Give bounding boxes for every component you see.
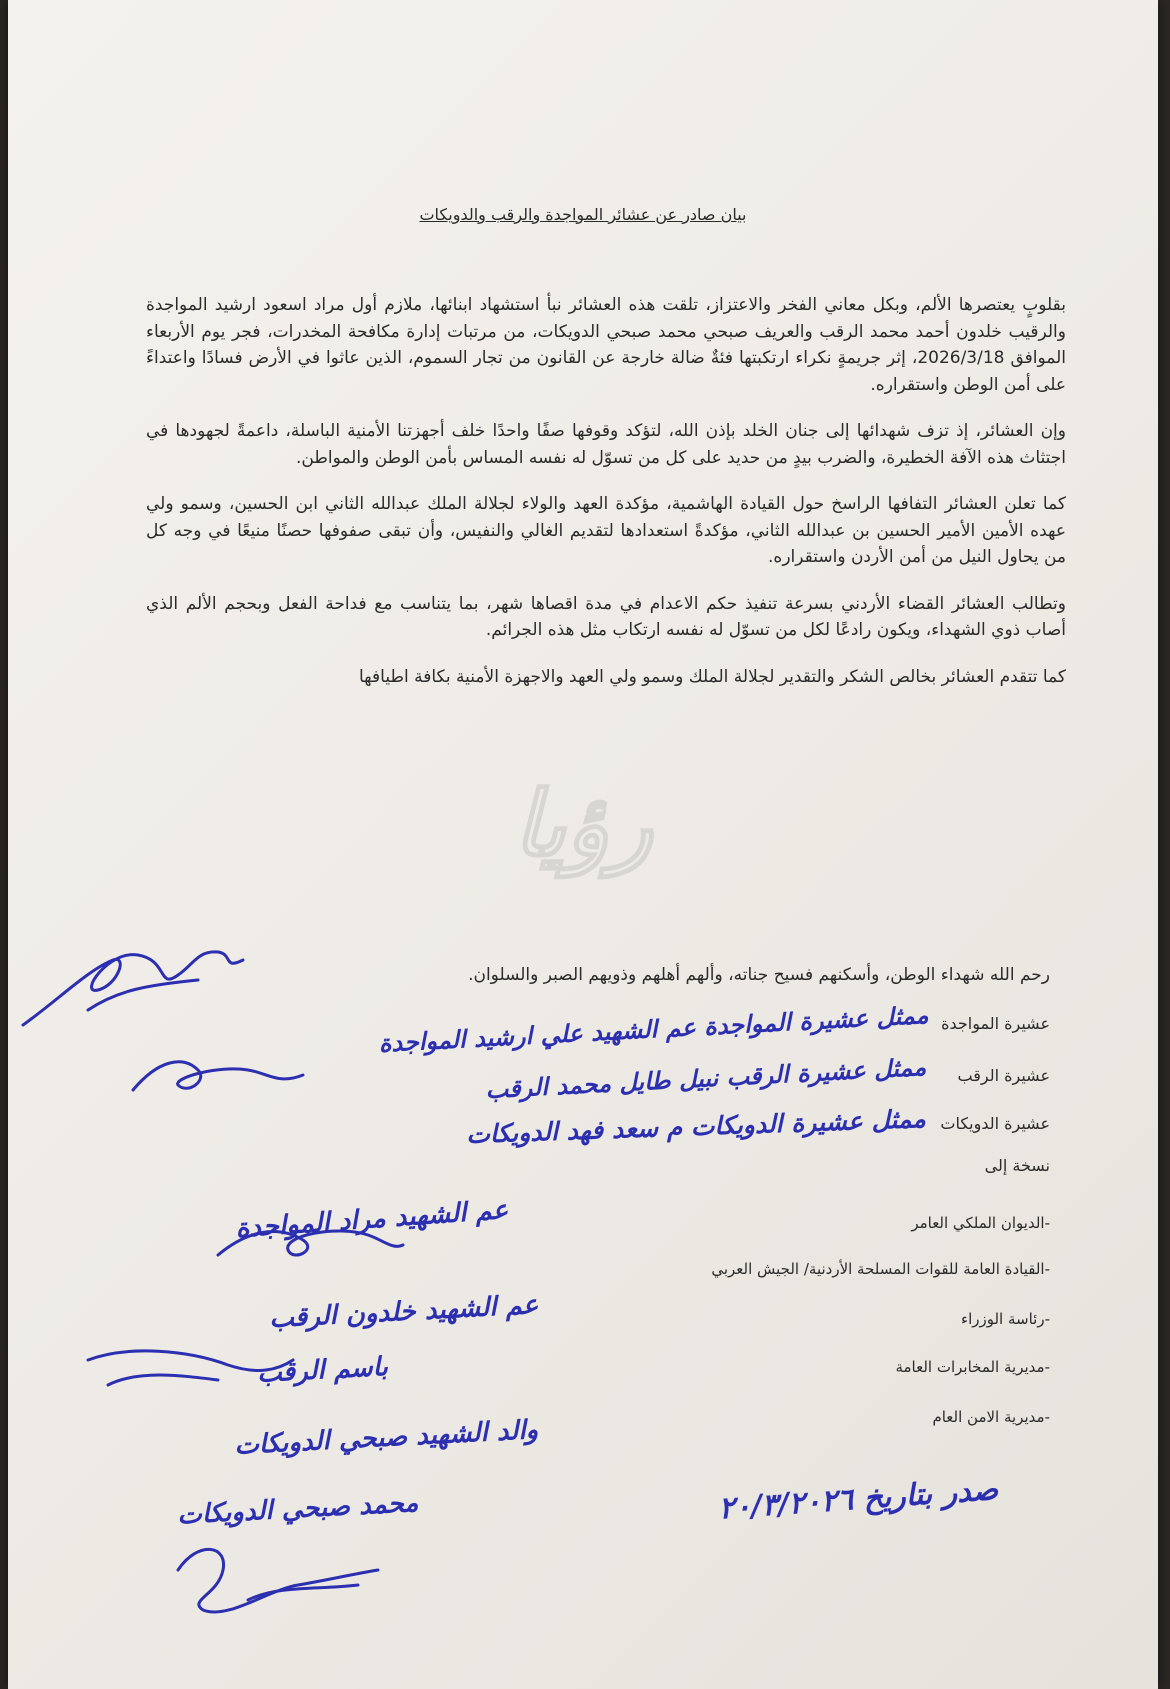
document-title: بيان صادر عن عشائر المواجدة والرقب والدويكات (419, 205, 747, 224)
statement-body (146, 292, 1066, 710)
handwritten-father-dweikat: والد الشهيد صبحي الدويكات (233, 1415, 539, 1461)
handwritten-uncle-mawajdeh: عم الشهيد مراد المواجدة (234, 1195, 510, 1245)
handwritten-rep-raqab: ممثل عشيرة الرقب نبيل طايل محمد الرقب (484, 1052, 927, 1105)
handwritten-uncle-raqab: عم الشهيد خلدون الرقب (268, 1290, 539, 1335)
paragraph-support: وإن العشائر، إذ تزف شهدائها إلى جنان الخلد بإذن الله، لتؤكد وقوفها صفًا واحدًا خلف أجهزتنا الأمنية الباسلة، داعمةً لجهودها في اجتثاث هذه الآفة الخطيرة، والضرب بيدٍ من حديد على كل من تسوّل له نفسه المساس بأمن الوطن والمواطن. (146, 421, 1066, 468)
signature-uncle-mawajdeh (208, 1200, 408, 1280)
paragraph-demand: وتطالب العشائر القضاء الأردني بسرعة تنفيذ حكم الاعدام في مدة اقصاها شهر، بما يتناسب مع فداحة الفعل وبحجم الألم الذي أصاب ذوي الشهداء، ويكون رادعًا لكل من تسوّل له نفسه ارتكاب مثل هذه الجرائم. (146, 593, 1066, 640)
signature-uncle-raqab (78, 1330, 298, 1410)
signature-father-dweikat (158, 1530, 388, 1620)
copy-to-heading: نسخة إلى (984, 1156, 1050, 1175)
signature-mawajdeh (18, 930, 258, 1040)
svg-text:رؤيا: رؤيا (513, 772, 653, 877)
copy-to-armed-forces: -القيادة العامة للقوات المسلحة الأردنية/ الجيش العربي (711, 1260, 1050, 1278)
handwritten-father-dweikat-name: محمد صبحي الدويكات (176, 1488, 419, 1531)
tribe-dweikat: عشيرة الدويكات (940, 1114, 1050, 1133)
tribe-raqab: عشيرة الرقب (957, 1066, 1050, 1085)
copy-to-prime-ministry: -رئاسة الوزراء (961, 1310, 1050, 1328)
paragraph-announcement: بقلوبٍ يعتصرها الألم، وبكل معاني الفخر والاعتزاز، تلقت هذه العشائر نبأ استشهاد ابنائها، ملازم أول مراد اسعود ارشيد المواجدة والرقيب خلدون أحمد محمد الرقب والعريف صبحي محمد صبحي الدويكات، من مرتبات إدارة مكافحة المخدرات، فجر يوم الأربعاء الموافق 2026/3/18، إثر جريمةٍ نكراء ارتكبتها فئةٌ ضالة خارجة عن القانون من تجار السموم، الذين عاثوا في الأرض فسادًا واعتداءً على أمن الوطن واستقراره. (146, 295, 1066, 395)
tribe-mawajdeh: عشيرة المواجدة (941, 1014, 1050, 1033)
handwritten-rep-mawajdeh: ممثل عشيرة المواجدة عم الشهيد علي ارشيد المواجدة (377, 1000, 929, 1058)
document-sheet (8, 0, 1158, 1689)
handwritten-rep-dweikat: ممثل عشيرة الدويكات م سعد فهد الدويكات (466, 1104, 927, 1150)
signature-dweikat (128, 1040, 308, 1110)
copy-to-public-security: -مديرية الامن العام (932, 1408, 1050, 1426)
copy-to-royal-court: -الديوان الملكي العامر (911, 1214, 1050, 1232)
paragraph-loyalty: كما تعلن العشائر التفافها الراسخ حول القيادة الهاشمية، مؤكدة العهد والولاء لجلالة الملك عبدالله الثاني ابن الحسين، وسمو ولي عهده الأمين الأمير الحسين بن عبدالله الثاني، مؤكدةً استعدادها لتقديم الغالي والنفيس، وأن تبقى صفوفها حصنًا منيعًا في وجه كل من يحاول النيل من أمن الأردن واستقراره. (146, 494, 1066, 567)
handwritten-issue-date: صدر بتاريخ ٢٠/٣/٢٠٢٦ (717, 1472, 1000, 1527)
closing-prayer: رحم الله شهداء الوطن، وأسكنهم فسيح جناته، وألهم أهلهم وذويهم الصبر والسلوان. (468, 965, 1050, 985)
paragraph-thanks: كما تتقدم العشائر بخالص الشكر والتقدير لجلالة الملك وسمو ولي العهد والاجهزة الأمنية بكافة اطيافها (359, 666, 1066, 687)
copy-to-intelligence: -مديرية المخابرات العامة (895, 1358, 1050, 1376)
handwritten-uncle-raqab-name: باسم الرقب (256, 1352, 389, 1389)
watermark-logo (468, 770, 698, 880)
